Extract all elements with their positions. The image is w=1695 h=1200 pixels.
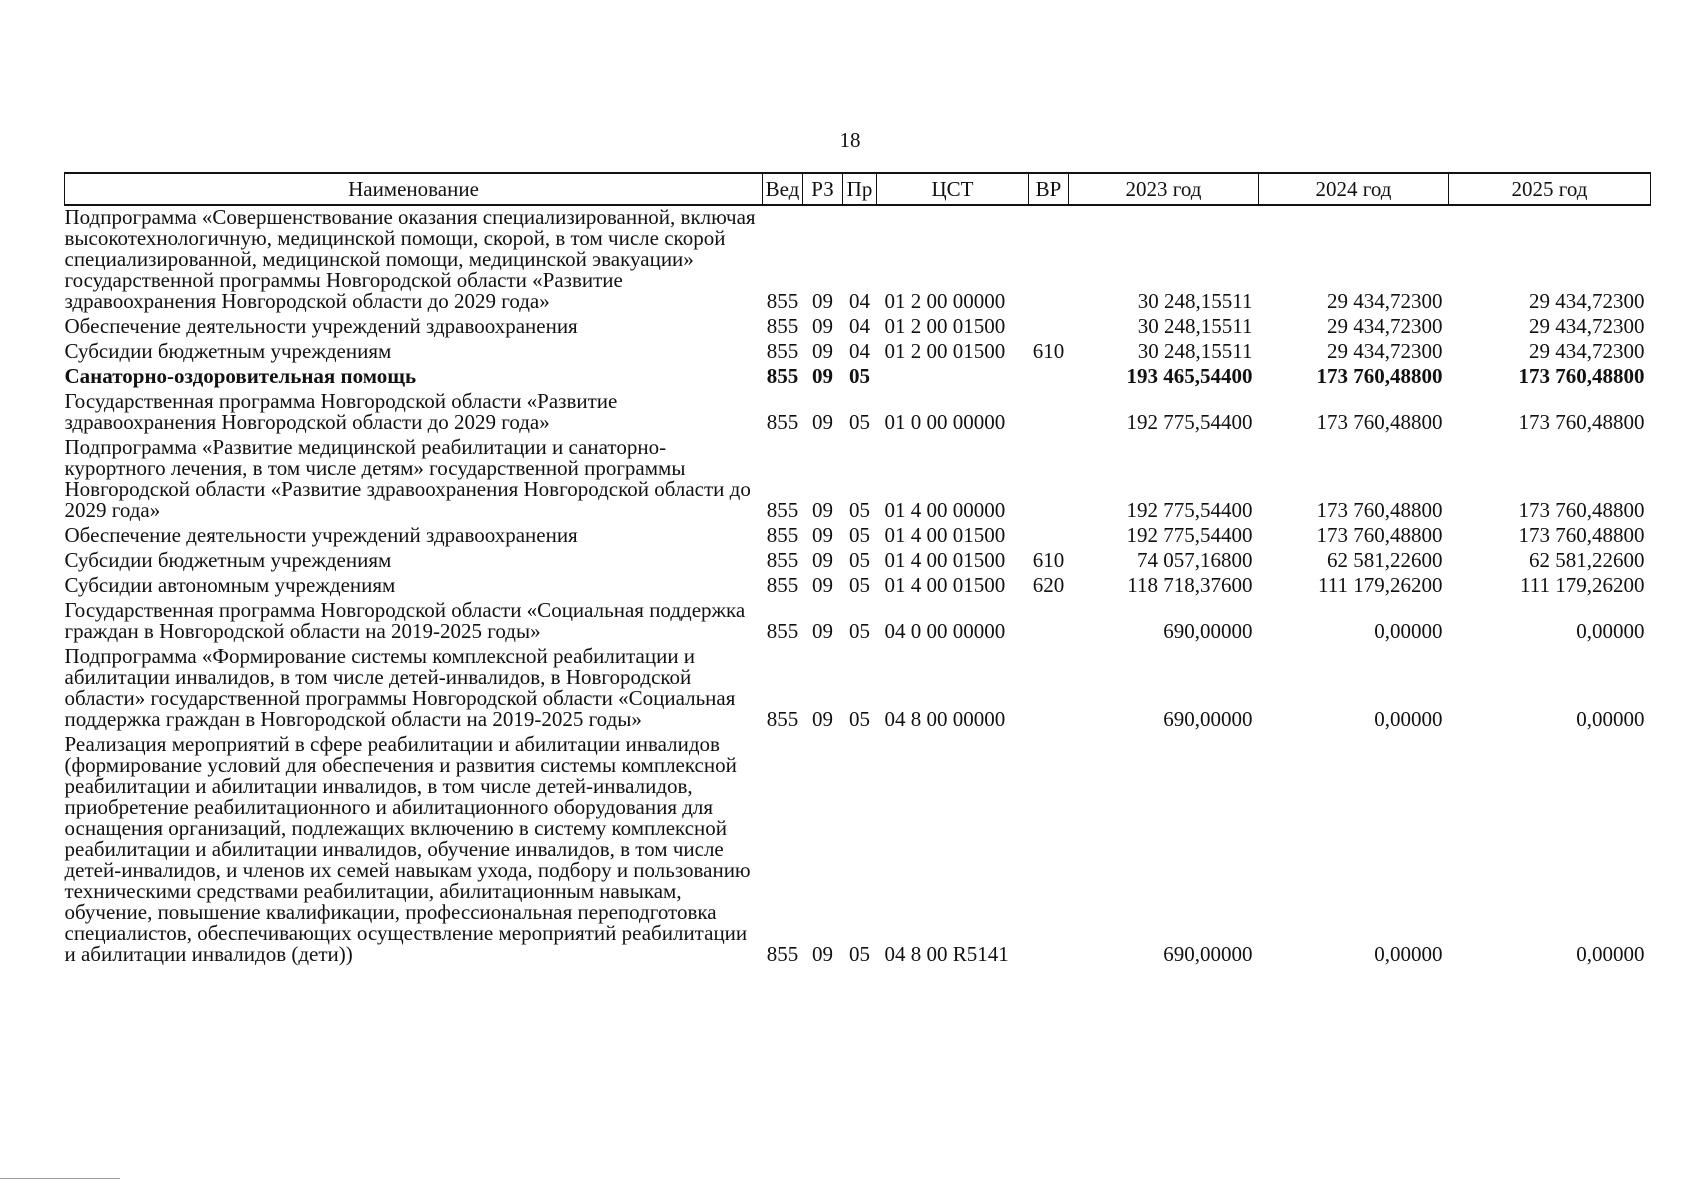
row-ved: 855	[766, 339, 799, 363]
row-2023: 30 248,15511	[1137, 289, 1253, 313]
table-row	[65, 645, 1651, 733]
row-rz: 09	[812, 410, 833, 434]
row-2025: 173 760,48800	[1518, 498, 1645, 522]
table-row	[65, 599, 1651, 645]
row-2025: 173 760,48800	[1518, 364, 1645, 388]
row-2023: 30 248,15511	[1137, 314, 1253, 338]
row-vr	[1029, 205, 1069, 315]
row-2023: 690,00000	[1163, 942, 1253, 966]
row-2025: 29 434,72300	[1529, 314, 1645, 338]
row-vr: 610	[1032, 548, 1065, 572]
row-2025: 29 434,72300	[1529, 339, 1645, 363]
row-2024: 0,00000	[1374, 707, 1443, 731]
row-vr	[1029, 436, 1069, 524]
row-rz: 09	[812, 707, 833, 731]
row-ved: 855	[766, 619, 799, 643]
row-2024: 173 760,48800	[1316, 498, 1443, 522]
header-rz: РЗ	[803, 173, 843, 205]
row-2023: 74 057,16800	[1137, 548, 1253, 572]
row-2025: 0,00000	[1576, 707, 1645, 731]
row-ved: 855	[766, 314, 799, 338]
table-row	[65, 574, 1651, 599]
row-pr: 05	[849, 498, 870, 522]
header-cst: ЦСТ	[877, 173, 1029, 205]
row-name: Подпрограмма «Развитие медицинской реабилитации и санаторно-курортного лечения, в том числе детям» государственной программы Новгородской области «Развитие здравоохранения Новгородской области до 2029 года»	[64, 435, 751, 522]
header-pr: Пр	[843, 173, 877, 205]
row-name: Государственная программа Новгородской области «Развитие здравоохранения Новгородской области до 2029 года»	[64, 389, 618, 434]
row-name: Субсидии автономным учреждениям	[64, 573, 396, 597]
row-cst: 01 2 00 00000	[884, 289, 1006, 313]
row-ved: 855	[766, 410, 799, 434]
header-2024: 2024 год	[1259, 173, 1449, 205]
row-2023: 690,00000	[1163, 707, 1253, 731]
row-vr	[1029, 390, 1069, 436]
row-ved: 855	[766, 942, 799, 966]
header-vr: ВР	[1029, 173, 1069, 205]
row-2025: 173 760,48800	[1518, 410, 1645, 434]
row-rz: 09	[812, 314, 833, 338]
row-name: Подпрограмма «Формирование системы комплексной реабилитации и абилитации инвалидов, в том числе детей-инвалидов, в Новгородской области» государственной программы Новгородской области «Социальная поддержка граждан в Новгородской области на 2019-2025 годы»	[64, 644, 736, 731]
header-2025: 2025 год	[1449, 173, 1651, 205]
table-row-total	[65, 365, 1651, 390]
row-rz: 09	[812, 364, 833, 388]
row-name: Субсидии бюджетным учреждениям	[64, 548, 392, 572]
header-2023: 2023 год	[1069, 173, 1259, 205]
row-pr: 04	[849, 339, 870, 363]
row-2024: 173 760,48800	[1316, 523, 1443, 547]
row-2023: 192 775,54400	[1126, 523, 1253, 547]
row-rz: 09	[812, 548, 833, 572]
row-rz: 09	[812, 523, 833, 547]
row-name: Обеспечение деятельности учреждений здравоохранения	[64, 523, 578, 547]
row-pr: 05	[849, 942, 870, 966]
row-vr	[1029, 645, 1069, 733]
row-pr: 05	[849, 573, 870, 597]
row-2024: 29 434,72300	[1327, 314, 1443, 338]
row-cst: 01 4 00 01500	[884, 548, 1006, 572]
row-cst: 01 4 00 00000	[884, 498, 1006, 522]
budget-table	[64, 172, 1651, 968]
row-cst: 01 0 00 00000	[884, 410, 1006, 434]
row-cst: 04 0 00 00000	[884, 619, 1006, 643]
row-2024: 29 434,72300	[1327, 339, 1443, 363]
row-pr: 05	[849, 707, 870, 731]
row-2024: 29 434,72300	[1327, 289, 1443, 313]
table-row	[65, 733, 1651, 968]
row-cst: 01 4 00 01500	[884, 573, 1006, 597]
row-ved: 855	[766, 573, 799, 597]
row-ved: 855	[766, 364, 799, 388]
table-row	[65, 315, 1651, 340]
row-2025: 0,00000	[1576, 619, 1645, 643]
row-2024: 62 581,22600	[1327, 548, 1443, 572]
table-row	[65, 205, 1651, 315]
table-row	[65, 436, 1651, 524]
row-name: Подпрограмма «Совершенствование оказания специализированной, включая высокотехнологичную, медицинской помощи, скорой, в том числе скорой специализированной, медицинской помощи, медицинской эвакуации» государственной программы Новгородской области «Развитие здравоохранения Новгородской области до 2029 года»	[64, 205, 756, 313]
row-rz: 09	[812, 619, 833, 643]
row-2025: 173 760,48800	[1518, 523, 1645, 547]
row-cst: 01 2 00 01500	[884, 314, 1006, 338]
row-2025: 0,00000	[1576, 942, 1645, 966]
row-pr: 05	[849, 364, 870, 388]
row-ved: 855	[766, 707, 799, 731]
row-name: Обеспечение деятельности учреждений здравоохранения	[64, 314, 578, 338]
row-pr: 04	[849, 314, 870, 338]
row-vr	[1029, 365, 1069, 390]
row-vr: 620	[1032, 573, 1065, 597]
row-ved: 855	[766, 289, 799, 313]
table-header-row	[65, 173, 1651, 205]
row-cst: 04 8 00 00000	[884, 707, 1006, 731]
table-row	[65, 524, 1651, 549]
row-2023: 690,00000	[1163, 619, 1253, 643]
row-vr	[1029, 524, 1069, 549]
row-2023: 118 718,37600	[1127, 573, 1253, 597]
row-name: Субсидии бюджетным учреждениям	[64, 339, 392, 363]
page-number: 18	[839, 128, 861, 152]
row-rz: 09	[812, 573, 833, 597]
row-2023: 30 248,15511	[1137, 339, 1253, 363]
table-row	[65, 549, 1651, 574]
row-2023: 192 775,54400	[1126, 498, 1253, 522]
row-vr	[1029, 599, 1069, 645]
table-row	[65, 390, 1651, 436]
row-vr	[1029, 733, 1069, 968]
header-ved: Вед	[763, 173, 803, 205]
row-2023: 193 465,54400	[1126, 364, 1253, 388]
row-pr: 05	[849, 410, 870, 434]
row-pr: 05	[849, 619, 870, 643]
row-cst	[877, 365, 1029, 390]
row-pr: 04	[849, 289, 870, 313]
row-2023: 192 775,54400	[1126, 410, 1253, 434]
header-name: Наименование	[65, 173, 763, 205]
row-rz: 09	[812, 498, 833, 522]
row-2024: 173 760,48800	[1316, 364, 1443, 388]
footer-divider	[0, 1178, 120, 1179]
row-2024: 0,00000	[1374, 942, 1443, 966]
row-name: Реализация мероприятий в сфере реабилитации и абилитации инвалидов (формирование условий для обеспечения и развития системы комплексной реабилитации и абилитации инвалидов, в том числе детей-инвалидов, приобретение реабилитационного и абилитационного оборудования для оснащения организаций, подлежащих включению в систему комплексной реабилитации и абилитации инвалидов, обучение инвалидов, в том числе детей-инвалидов, и членов их семей навыкам ухода, подбору и пользованию техническими средствами реабилитации, абилитационным навыкам, обучение, повышение квалификации, профессиональная переподготовка специалистов, обеспечивающих осуществление мероприятий реабилитации и абилитации инвалидов (дети))	[64, 732, 751, 966]
row-name: Санаторно-оздоровительная помощь	[64, 364, 417, 388]
row-ved: 855	[766, 548, 799, 572]
row-2025: 29 434,72300	[1529, 289, 1645, 313]
row-name: Государственная программа Новгородской области «Социальная поддержка граждан в Новгородской области на 2019-2025 годы»	[64, 598, 746, 643]
row-2025: 62 581,22600	[1529, 548, 1645, 572]
row-2024: 111 179,26200	[1318, 573, 1443, 597]
row-ved: 855	[766, 523, 799, 547]
row-vr	[1029, 315, 1069, 340]
row-cst: 04 8 00 R5141	[884, 942, 1009, 966]
row-pr: 05	[849, 523, 870, 547]
row-rz: 09	[812, 942, 833, 966]
row-cst: 01 2 00 01500	[884, 339, 1006, 363]
row-pr: 05	[849, 548, 870, 572]
row-cst: 01 4 00 01500	[884, 523, 1006, 547]
row-2024: 173 760,48800	[1316, 410, 1443, 434]
table-row	[65, 340, 1651, 365]
row-ved: 855	[766, 498, 799, 522]
row-vr: 610	[1032, 339, 1065, 363]
row-rz: 09	[812, 339, 833, 363]
row-rz: 09	[812, 289, 833, 313]
row-2024: 0,00000	[1374, 619, 1443, 643]
row-2025: 111 179,26200	[1520, 573, 1645, 597]
